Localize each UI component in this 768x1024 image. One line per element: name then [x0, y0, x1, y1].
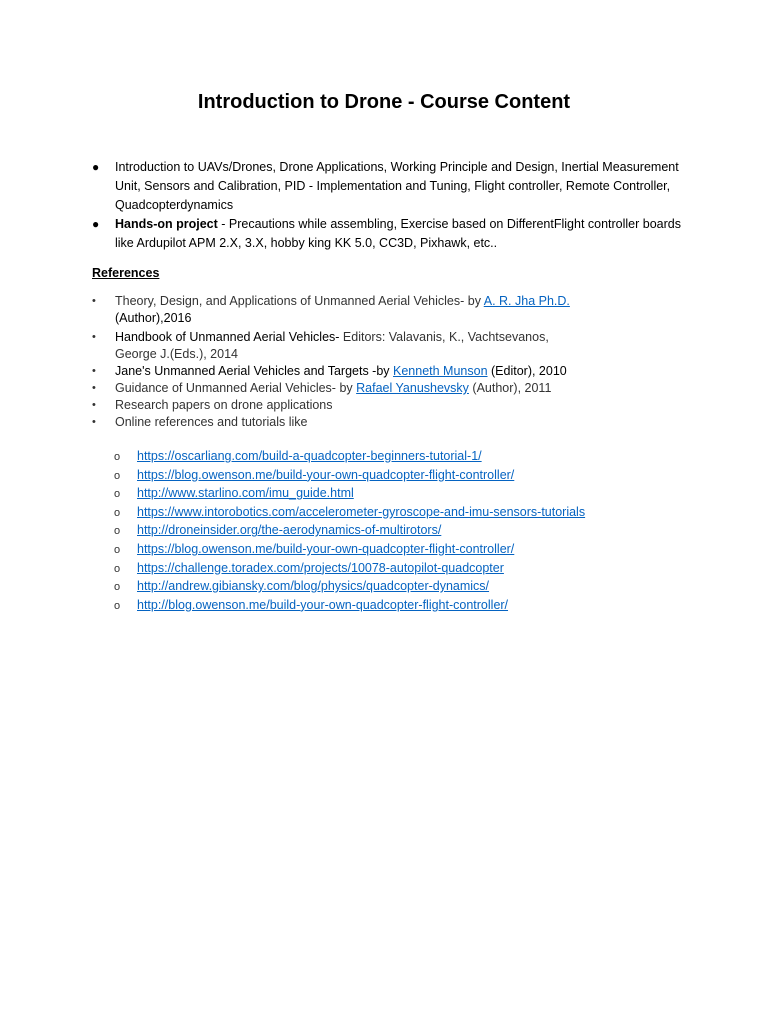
url-item	[114, 559, 714, 578]
reference-text-line2: George J.(Eds.), 2014	[115, 347, 238, 361]
circle-bullet-icon: o	[114, 525, 121, 538]
references-list	[92, 293, 682, 431]
bullet-icon: ●	[92, 217, 100, 231]
circle-bullet-icon: o	[114, 451, 121, 463]
bullet-icon: •	[92, 365, 96, 377]
circle-bullet-icon: o	[114, 543, 121, 556]
url-item	[114, 503, 714, 522]
circle-bullet-icon: o	[114, 562, 121, 575]
url-link[interactable]: http://blog.owenson.me/build-your-own-quadcopter-flight-controller/	[137, 597, 509, 612]
reference-text: Online references and tutorials like	[115, 415, 308, 429]
reference-item	[92, 397, 682, 414]
url-link[interactable]: http://droneinsider.org/the-aerodynamics-of-multirotors/	[137, 523, 442, 538]
reference-text-suffix: (Author), 2011	[468, 381, 552, 395]
author-link[interactable]: Rafael Yanushevsky	[356, 381, 469, 395]
editor-link[interactable]: Kenneth Munson	[393, 364, 488, 378]
url-link[interactable]: https://www.intorobotics.com/accelerometer-gyroscope-and-imu-sensors-tutorials	[137, 504, 586, 519]
url-link[interactable]: https://oscarliang.com/build-a-quadcopter-beginners-tutorial-1/	[137, 449, 482, 463]
url-item	[114, 540, 714, 559]
reference-item	[92, 363, 682, 380]
bullet-icon: •	[92, 399, 96, 411]
references-heading: References	[92, 266, 160, 280]
reference-item	[92, 293, 682, 327]
course-item	[92, 158, 682, 215]
bullet-icon: •	[92, 331, 96, 343]
reference-text-suffix: (Editor), 2010	[487, 364, 567, 378]
url-item	[114, 447, 714, 466]
reference-item	[92, 329, 682, 363]
url-link[interactable]: https://blog.owenson.me/build-your-own-quadcopter-flight-controller/	[137, 467, 515, 482]
circle-bullet-icon: o	[114, 581, 121, 594]
reference-text-editors: Editors: Valavanis, K., Vachtsevanos,	[342, 330, 549, 344]
reference-text-line2: (Author),2016	[115, 311, 192, 325]
bullet-icon: •	[92, 382, 96, 394]
url-item	[114, 466, 714, 485]
reference-text: Research papers on drone applications	[115, 398, 333, 412]
url-link[interactable]: https://challenge.toradex.com/projects/10078-autopilot-quadcopter	[137, 560, 504, 575]
url-item	[114, 521, 714, 540]
course-item	[92, 215, 682, 253]
reference-text: Guidance of Unmanned Aerial Vehicles- by	[115, 381, 357, 395]
url-item	[114, 484, 714, 503]
reference-text: Jane's Unmanned Aerial Vehicles and Targets -by	[115, 364, 394, 378]
reference-text: Handbook of Unmanned Aerial Vehicles-	[115, 330, 343, 344]
reference-item	[92, 380, 682, 397]
reference-text: Theory, Design, and Applications of Unmanned Aerial Vehicles- by	[115, 294, 484, 308]
circle-bullet-icon: o	[114, 599, 121, 612]
url-link[interactable]: http://andrew.gibiansky.com/blog/physics/quadcopter-dynamics/	[137, 579, 490, 594]
course-content-list	[92, 158, 682, 253]
bullet-icon: ●	[92, 160, 100, 174]
tutorial-url-list	[114, 447, 714, 614]
author-link[interactable]: A. R. Jha Ph.D.	[483, 294, 570, 308]
course-item-text: Introduction to UAVs/Drones, Drone Applications, Working Principle and Design, Inertial Measurement Unit, Sensors and Calibration, PID - Implementation and Tuning, Flight controller, Remote Controller, Quadcopterdynamics	[115, 160, 679, 212]
url-item	[114, 596, 714, 615]
bullet-icon: •	[92, 416, 96, 428]
reference-item	[92, 414, 682, 431]
bullet-icon: •	[92, 295, 96, 307]
url-link[interactable]: https://blog.owenson.me/build-your-own-quadcopter-flight-controller/	[137, 541, 515, 556]
course-item-bold: Hands-on project	[115, 217, 218, 231]
course-item-text: - Precautions while assembling, Exercise based on DifferentFlight controller boards like Ardupilot APM 2.X, 3.X, hobby king KK 5.0, CC3D, Pixhawk, etc..	[115, 217, 681, 250]
circle-bullet-icon: o	[114, 506, 121, 519]
url-item	[114, 577, 714, 596]
url-link[interactable]: http://www.starlino.com/imu_guide.html	[137, 486, 354, 501]
page-title: Introduction to Drone - Course Content	[197, 91, 571, 113]
circle-bullet-icon: o	[114, 488, 121, 501]
circle-bullet-icon: o	[114, 469, 121, 482]
